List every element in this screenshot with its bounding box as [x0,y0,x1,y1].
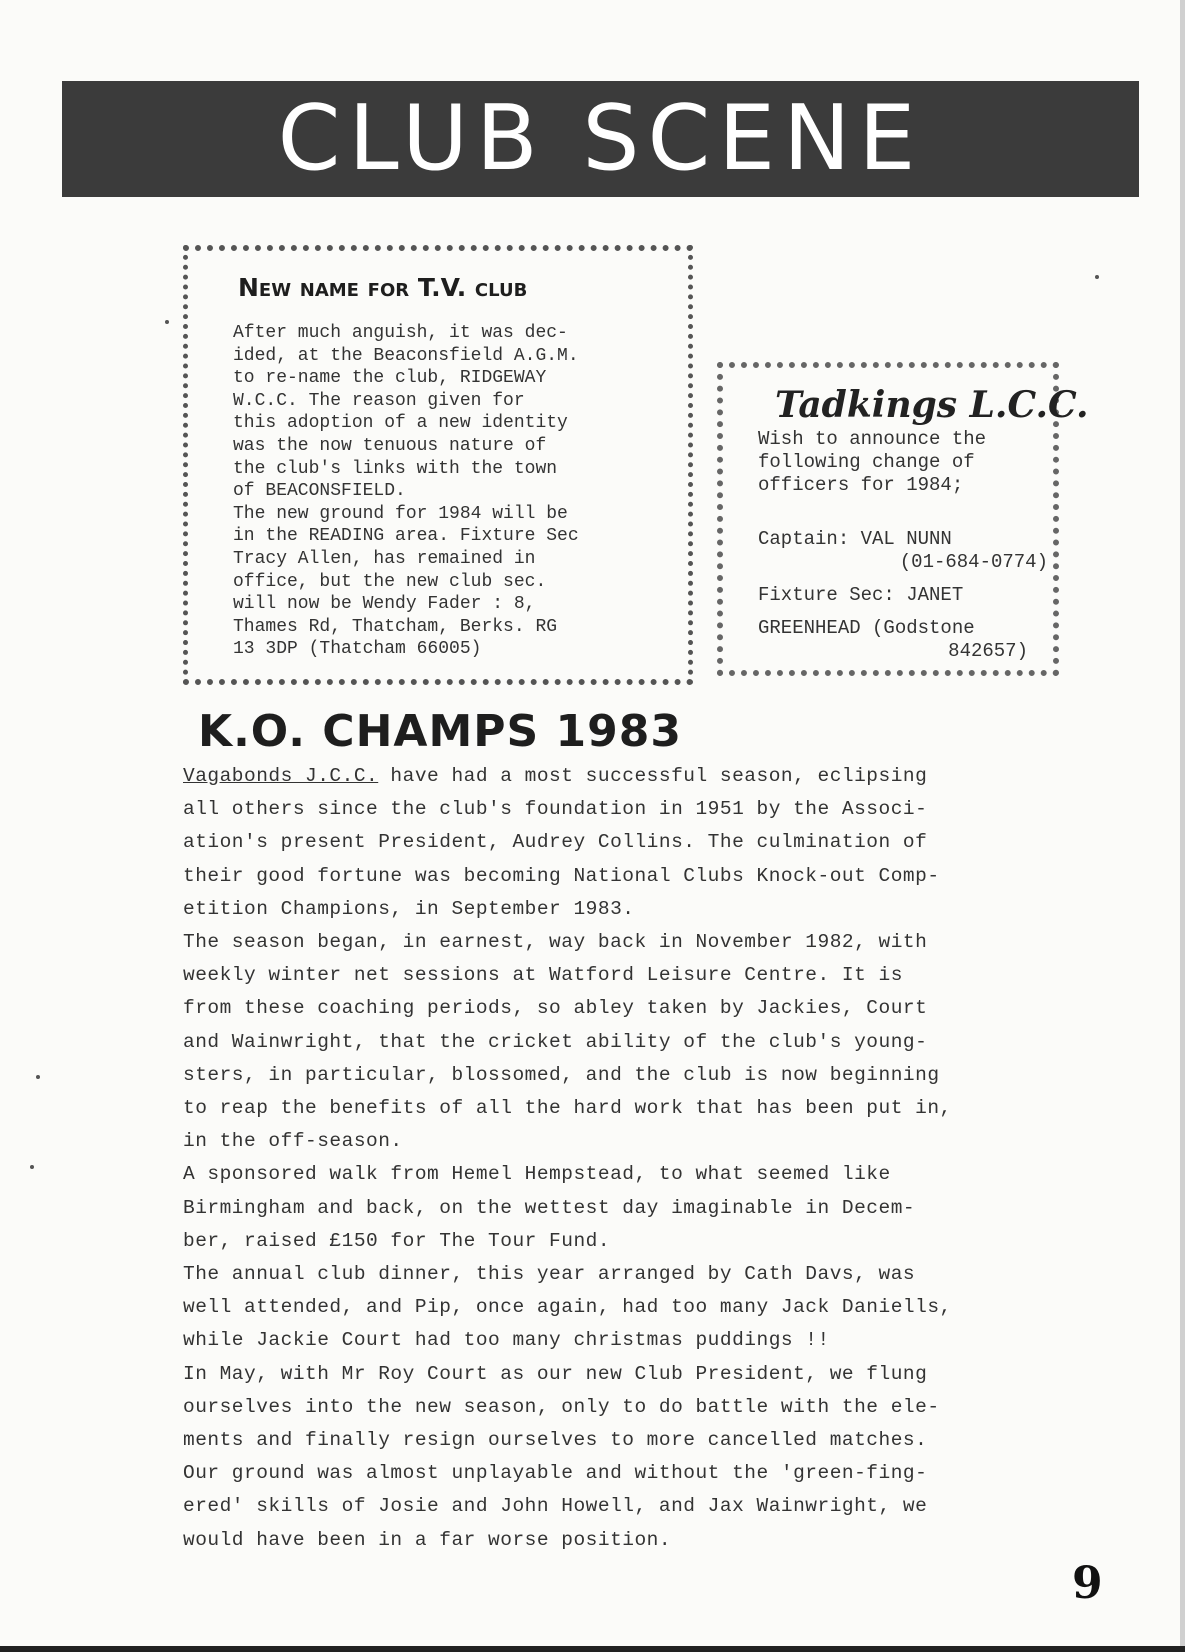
fixture-sec-line-2: GREENHEAD (Godstone [758,617,975,639]
article-line: Our ground was almost unplayable and without the 'green-fing- [183,1462,928,1485]
scan-edge [1180,0,1185,1652]
tv-club-body [233,322,653,661]
tv-club-line: in the READING area. Fixture Sec [233,526,579,547]
article-line: while Jackie Court had too many christmas puddings !! [183,1329,830,1352]
tv-club-line: Thames Rd, Thatcham, Berks. RG [233,616,558,637]
tadkings-notice [717,362,1089,676]
article-line: etition Champions, in September 1983. [183,897,635,920]
article-line: sters, in particular, blossomed, and the club is now beginning [183,1063,940,1086]
tadkings-body [758,428,1048,663]
scan-speck [30,1165,34,1169]
tv-club-line: the club's links with the town [233,458,558,479]
article-line: in the off-season. [183,1130,403,1153]
article-first-line [183,760,1043,793]
page-number: 9 [1072,1558,1103,1609]
tadkings-intro-line: Wish to announce the [758,428,987,450]
scan-speck [36,1075,40,1079]
article-line: ments and finally resign ourselves to more cancelled matches. [183,1429,928,1452]
page-title: CLUB SCENE [277,86,924,191]
article-line: ourselves into the new season, only to do battle with the ele- [183,1395,940,1418]
tv-club-line: will now be Wendy Fader : 8, [233,594,536,615]
article-first-line-text: have had a most successful season, eclipsing [378,765,928,787]
article-line: and Wainwright, that the cricket ability of the club's young- [183,1030,928,1053]
tv-club-line: office, but the new club sec. [233,571,547,592]
article-line: The annual club dinner, this year arranged by Cath Davs, was [183,1263,916,1286]
tv-club-line: was the now tenuous nature of [233,435,547,456]
tv-club-line: this adoption of a new identity [233,413,568,434]
tv-club-line: Tracy Allen, has remained in [233,548,536,569]
tv-club-heading: New name for T.V. club [238,273,528,302]
tv-club-line: 13 3DP (Thatcham 66005) [233,639,482,660]
article-line: In May, with Mr Roy Court as our new Club President, we flung [183,1362,928,1385]
article-line: all others since the club's foundation in 1951 by the Associ- [183,798,928,821]
tv-club-line: W.C.C. The reason given for [233,390,525,411]
tv-club-line: of BEACONSFIELD. [233,481,406,502]
article-line: weekly winter net sessions at Watford Leisure Centre. It is [183,964,903,987]
article-line: ered' skills of Josie and John Howell, and Jax Wainwright, we [183,1495,928,1518]
title-banner [62,81,1139,197]
article-line: well attended, and Pip, once again, had too many Jack Daniells, [183,1296,952,1319]
club-name: Vagabonds J.C.C. [183,765,379,787]
article-line: their good fortune was becoming National Clubs Knock-out Comp- [183,864,940,887]
scan-speck [165,320,169,324]
tv-club-line: ided, at the Beaconsfield A.G.M. [233,345,579,366]
ko-champs-article [183,760,1043,1557]
tv-club-line: After much anguish, it was dec- [233,323,568,343]
scan-speck [1095,275,1099,279]
tv-club-line: The new ground for 1984 will be [233,503,568,524]
ko-champs-heading: K.O. CHAMPS 1983 [198,706,682,757]
article-line: from these coaching periods, so abley taken by Jackies, Court [183,997,928,1020]
tv-club-notice [183,245,693,685]
article-line: A sponsored walk from Hemel Hempstead, to what seemed like [183,1163,891,1186]
fixture-sec-phone: 842657) [948,640,1028,662]
tadkings-intro-line: following change of [758,451,975,473]
article-line: to reap the benefits of all the hard work that has been put in, [183,1097,952,1120]
tadkings-intro-line: officers for 1984; [758,474,964,496]
article-line: Birmingham and back, on the wettest day imaginable in Decem- [183,1196,916,1219]
captain-line: Captain: VAL NUNN [758,528,952,550]
article-line: The season began, in earnest, way back in November 1982, with [183,931,928,954]
scan-edge [0,1646,1185,1652]
article-line: ber, raised £150 for The Tour Fund. [183,1229,611,1252]
article-line: ation's present President, Audrey Collins. The culmination of [183,831,928,854]
tv-club-line: to re-name the club, RIDGEWAY [233,368,547,389]
fixture-sec-line: Fixture Sec: JANET [758,584,964,606]
article-line: would have been in a far worse position. [183,1528,672,1551]
captain-phone: (01-684-0774) [899,551,1048,573]
tadkings-heading: Tadkings L.C.C. [775,384,1089,426]
